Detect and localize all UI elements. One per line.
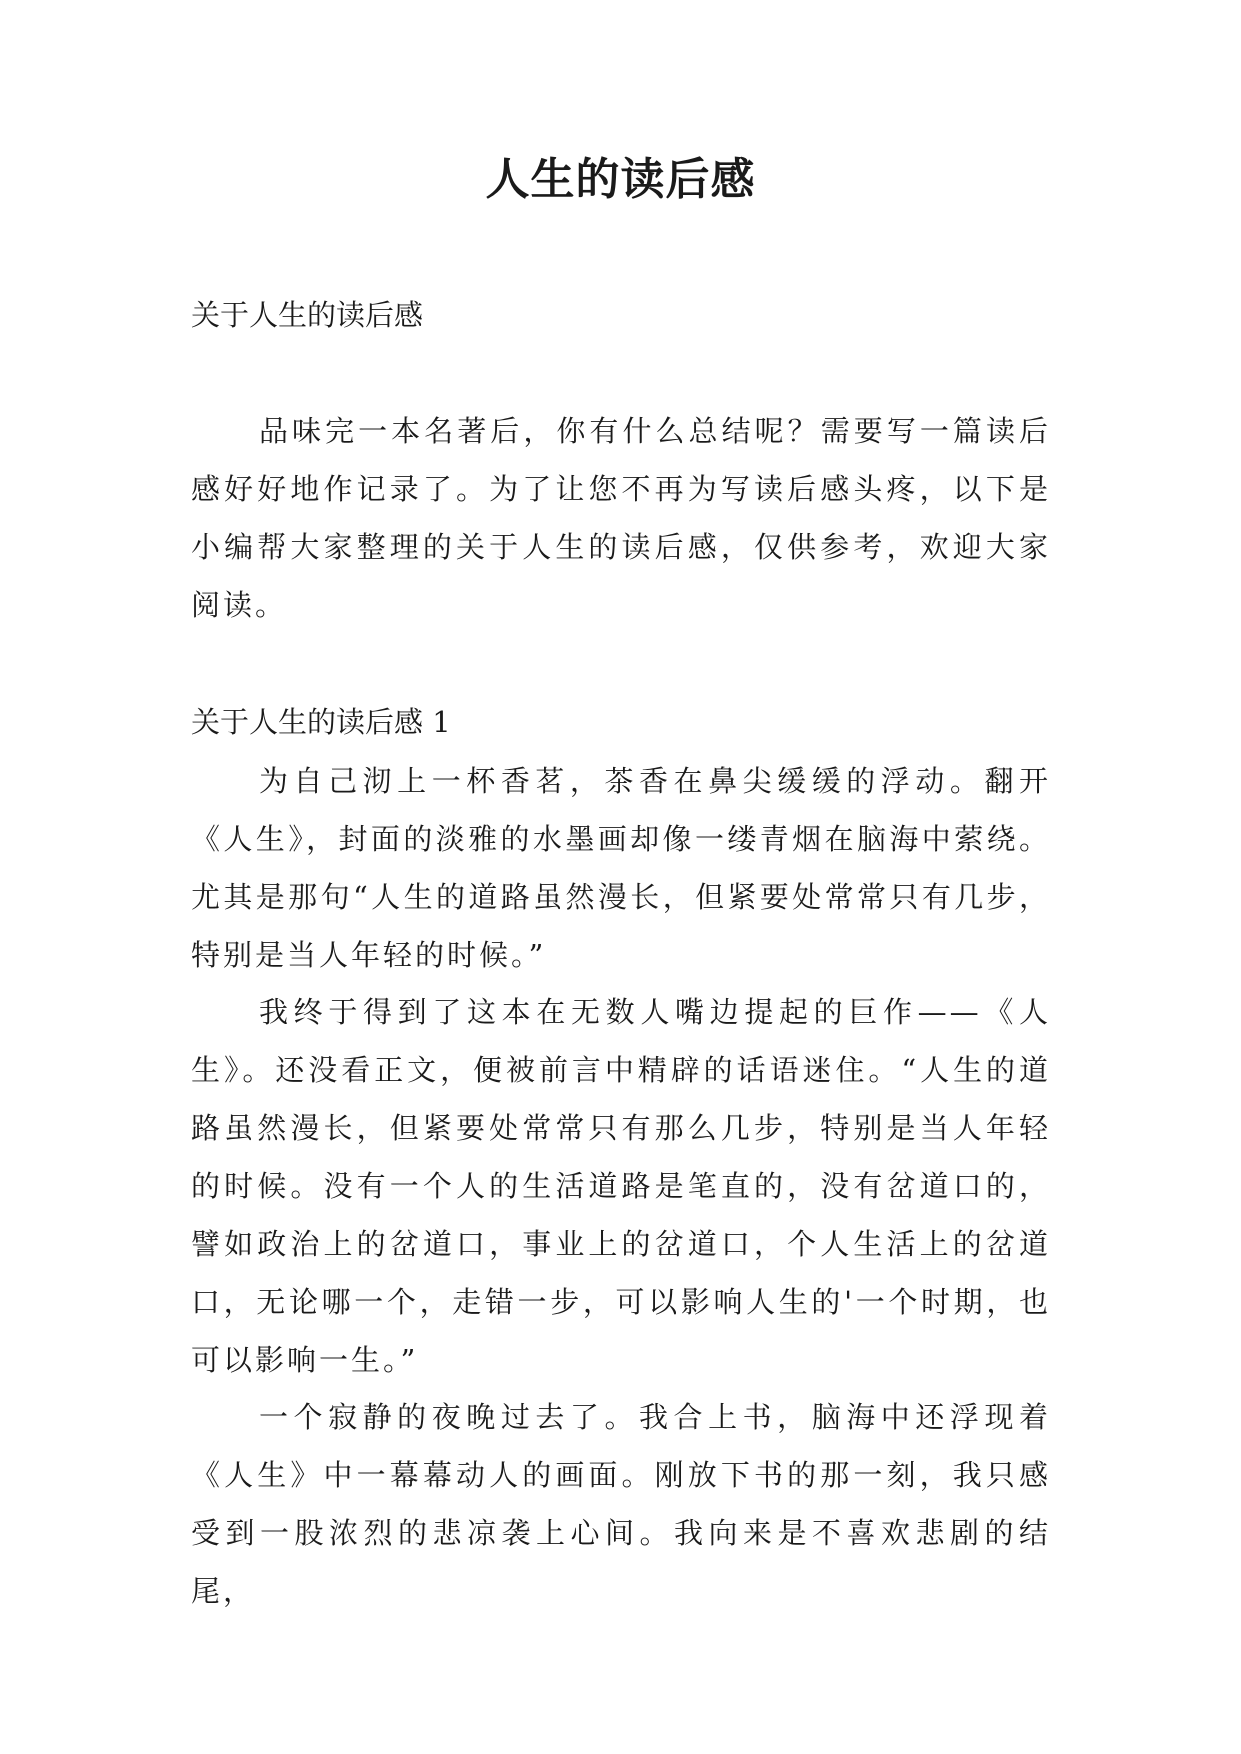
body-paragraph: 为自己沏上一杯香茗，茶香在鼻尖缓缓的浮动。翻开《人生》，封面的淡雅的水墨画却像一缕青烟在脑海中萦绕。尤其是那句“人生的道路虽然漫长，但紧要处常常只有几步，特别是当人年轻的时候。” [191, 764, 1051, 972]
body-paragraph: 我终于得到了这本在无数人嘴边提起的巨作——《人生》。还没看正文，便被前言中精辟的话语迷住。“人生的道路虽然漫长，但紧要处常常只有那么几步，特别是当人年轻的时候。没有一个人的生活道路是笔直的，没有岔道口的，譬如政治上的岔道口，事业上的岔道口，个人生活上的岔道口，无论哪一个，走错一步，可以影响人生的'一个时期，也可以影响一生。” [191, 995, 1051, 1377]
section-heading: 关于人生的读后感 1 [191, 705, 451, 739]
document-subtitle: 关于人生的读后感 [191, 298, 424, 332]
intro-paragraph: 品味完一本名著后，你有什么总结呢？需要写一篇读后感好好地作记录了。为了让您不再为写读后感头疼，以下是小编帮大家整理的关于人生的读后感，仅供参考，欢迎大家阅读。 [191, 414, 1051, 622]
document-title: 人生的读后感 [485, 154, 756, 205]
body-paragraph: 一个寂静的夜晚过去了。我合上书，脑海中还浮现着《人生》中一幕幕动人的画面。刚放下书的那一刻，我只感受到一股浓烈的悲凉袭上心间。我向来是不喜欢悲剧的结尾， [191, 1400, 1051, 1608]
